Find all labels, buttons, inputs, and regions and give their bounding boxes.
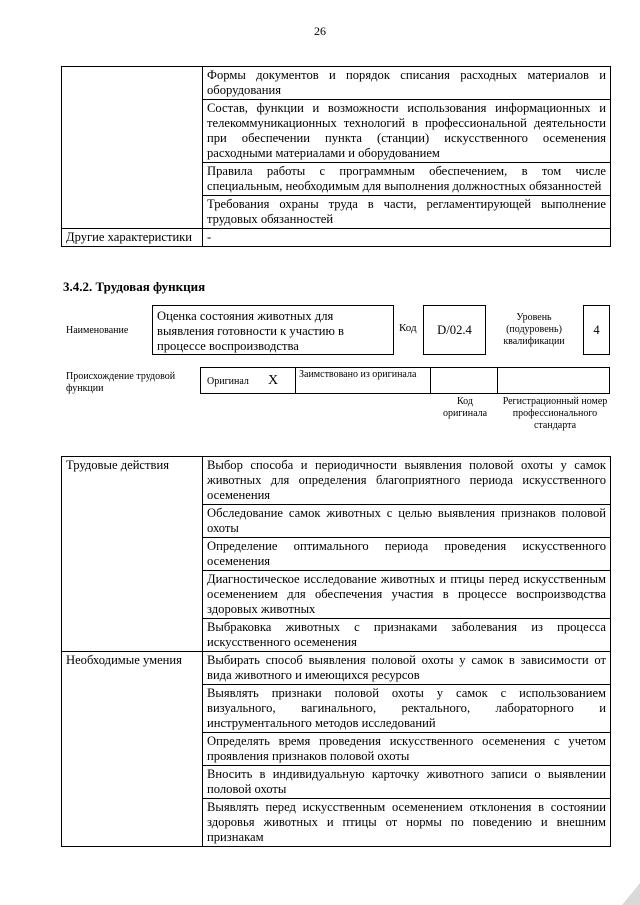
section-heading: 3.4.2. Трудовая функция (63, 279, 206, 294)
required-skill: Определять время проведения искусственного осеменения с учетом проявления признаков половой охоты (203, 733, 611, 766)
required-skill: Выявлять перед искусственным осеменением отклонения в состоянии здоровья животных и птицы от нормы по поведению и внешним признакам (203, 799, 611, 847)
level-label: Уровень (подуровень) квалификации (503, 312, 565, 347)
original-label: Оригинал (207, 376, 249, 387)
other-characteristics-label: Другие характеристики (62, 229, 203, 247)
row-label (62, 67, 203, 229)
origin-label: Происхождение трудовой функции (66, 371, 176, 394)
function-name: Оценка состояния животных для выявления готовности к участию в процессе воспроизводства (157, 309, 344, 353)
function-name-box (152, 305, 394, 355)
row-text: Формы документов и порядок списания расходных материалов и оборудования (203, 67, 611, 100)
code-box (423, 305, 486, 355)
level-box (583, 305, 610, 355)
scan-corner-mark (622, 883, 640, 905)
labor-action: Диагностическое исследование животных и птицы перед искусственным осеменением для обеспечения участия в процессе воспроизводства здоровых животных (203, 571, 611, 619)
labor-actions-label: Трудовые действия (62, 457, 203, 652)
function-details-table (61, 456, 611, 847)
labor-action: Определение оптимального периода проведения искусственного осеменения (203, 538, 611, 571)
required-skill: Вносить в индивидуальную карточку животного записи о выявлении половой охоты (203, 766, 611, 799)
required-skill: Выбирать способ выявления половой охоты у самок в зависимости от вида животного и имеющихся ресурсов (203, 652, 611, 685)
original-box (200, 367, 296, 394)
required-skills-label: Необходимые умения (62, 652, 203, 847)
knowledge-table-continuation (61, 66, 611, 247)
code-caption: Код оригинала (442, 396, 488, 419)
row-text: Требования охраны труда в части, регламентирующей выполнение трудовых обязанностей (203, 196, 611, 229)
table-row (62, 457, 611, 505)
level-value: 4 (593, 323, 600, 337)
labor-action: Выбраковка животных с признаками заболевания из процесса искусственного осеменения (203, 619, 611, 652)
row-text: Правила работы с программным обеспечением, в том числе специальным, необходимым для выполнения должностных обязанностей (203, 163, 611, 196)
reg-caption: Регистрационный номер профессионального стандарта (502, 396, 608, 431)
origin-code-box (430, 367, 498, 394)
table-row (62, 229, 611, 247)
labor-action: Выбор способа и периодичности выявления половой охоты у самок животных для определения благоприятного периода искусственного осеменения (203, 457, 611, 505)
borrowed-label: Заимствовано из оригинала (299, 369, 417, 380)
required-skill: Выявлять признаки половой охоты у самок с использованием визуального, вагинального, ректального, лабораторного и инструментального методов исследований (203, 685, 611, 733)
borrowed-box (295, 367, 431, 394)
table-row (62, 67, 611, 100)
labor-action: Обследование самок животных с целью выявления признаков половой охоты (203, 505, 611, 538)
function-code: D/02.4 (437, 323, 472, 337)
name-label: Наименование (66, 325, 129, 336)
origin-reg-box (497, 367, 610, 394)
original-mark: X (268, 373, 279, 388)
page-number: 26 (314, 24, 326, 38)
table-row (62, 652, 611, 685)
other-characteristics-value: - (203, 229, 611, 247)
code-label: Код (399, 322, 417, 334)
row-text: Состав, функции и возможности использования информационных и телекоммуникационных технологий в профессиональной деятельности при обеспечении пункта (станции) искусственного осеменения расходными материалами и оборудованием (203, 100, 611, 163)
